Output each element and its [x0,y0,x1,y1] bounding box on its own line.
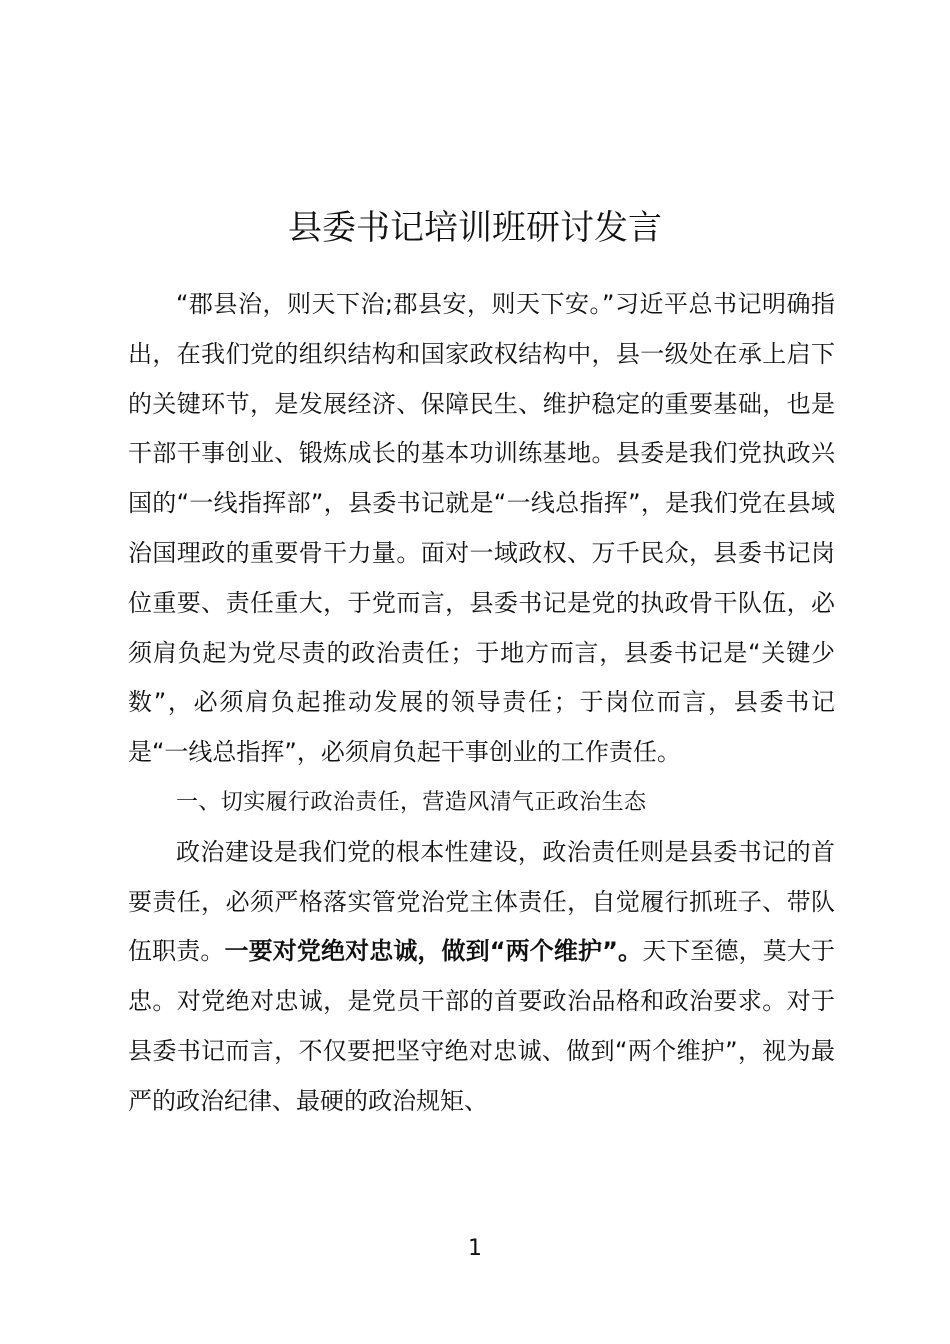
section-heading-1: 一、切实履行政治责任，营造风清气正政治生态 [176,789,647,815]
section-1-text-before: 政治建设是我们党的根本性建设，政治责任则是县委书记的首要责任，必须严格落实管党治党主体责任，自觉履行抓班子、带队伍职责。 [128,837,835,966]
section-1-paragraph [128,828,835,1127]
section-1-text-after: 天下至德，莫大于忠。对党绝对忠诚，是党员干部的首要政治品格和政治要求。对于县委书记而言，不仅要把坚守绝对忠诚、做到“两个维护”，视为最严的政治纪律、最硬的政治规矩、 [128,937,836,1115]
document-title: 县委书记培训班研讨发言 [288,207,662,248]
section-1-bold-point: 一要对党绝对忠诚，做到“两个维护”。 [224,937,643,966]
document-body [128,280,835,1127]
page-number: 1 [468,1236,482,1261]
intro-paragraph: “郡县治，则天下治;郡县安，则天下安。”习近平总书记明确指出，在我们党的组织结构和国家政权结构中，县一级处在承上启下的关键环节，是发展经济、保障民生、维护稳定的重要基础，也是干部干事创业、锻炼成长的基本功训练基地。县委是我们党执政兴国的“一线指挥部”，县委书记就是“一线总指挥”，是我们党在县域治国理政的重要骨干力量。面对一域政权、万千民众，县委书记岗位重要、责任重大，于党而言，县委书记是党的执政骨干队伍，必须肩负起为党尽责的政治责任；于地方而言，县委书记是“关键少数”，必须肩负起推动发展的领导责任；于岗位而言，县委书记是“一线总指挥”，必须肩负起干事创业的工作责任。 [128,290,835,767]
